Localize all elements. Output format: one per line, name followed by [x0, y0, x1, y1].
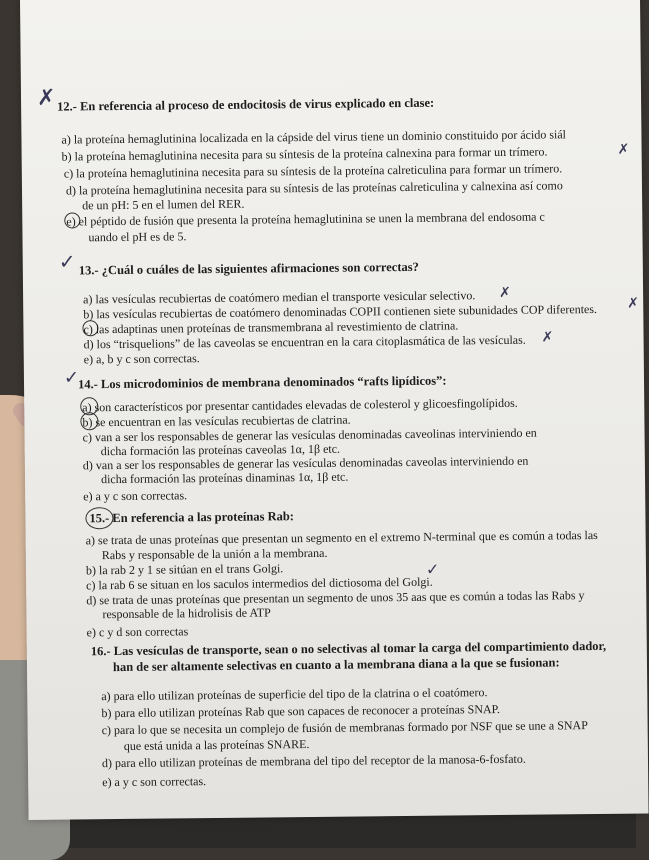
check-mark-icon: ✓	[425, 559, 440, 579]
question-14-title: 14.- Los microdominios de membrana denominados “rafts lipídicos”:	[77, 373, 447, 392]
q13-option-c: c) las adaptinas unen proteínas de transmembrana al revestimiento de clatrina.	[83, 318, 459, 337]
q14-option-c: c) van a ser los responsables de generar las vesículas denominadas caveolinas interviniendo en	[82, 425, 537, 445]
question-16-title-cont: han de ser altamente selectivas en cuanto a la membrana diana a la que se fusionan:	[112, 655, 560, 675]
q16-option-a: a) para ello utilizan proteínas de superficie del tipo de la clatrina o el coatómero.	[101, 685, 488, 704]
q16-option-c: c) para lo que se necesita un complejo de fusión de membranas formado por NSF que se une a SNAP	[101, 718, 588, 738]
q13-option-b: b) las vesículas recubiertas de coatómero denominadas COPII contienen siete subunidades COP diferentes.	[83, 301, 598, 322]
question-16-title: 16.- Las vesículas de transporte, sean o no selectivas al tomar la carga del compartimiento dador,	[90, 638, 607, 659]
q15-option-e: e) c y d son correctas	[86, 624, 189, 640]
q14-option-b: b) se encuentran en las vesículas recubiertas de clatrina.	[82, 412, 351, 430]
q12-option-d-cont: de un pH: 5 en el lumen del RER.	[82, 196, 245, 213]
x-mark-icon: ✗	[617, 141, 630, 158]
check-mark-icon: ✓	[63, 367, 80, 389]
x-mark-icon: ✗	[36, 85, 56, 111]
q14-option-a: a) son característicos por presentar cantidades elevadas de colesterol y glicoesfingolípidos.	[82, 395, 518, 415]
q16-option-b: b) para ello utilizan proteínas Rab que son capaces de reconocer a proteínas SNAP.	[101, 702, 501, 721]
q12-option-b: b) la proteína hemaglutinina necesita para su síntesis de la proteína calnexina para formar un trímero.	[61, 144, 548, 164]
q14-option-d-cont: dicha formación las proteínas dinaminas 1α, 1β etc.	[100, 469, 349, 487]
q15-option-a-cont: Rabs y responsable de la unión a la membrana.	[101, 545, 328, 563]
q14-option-d: d) van a ser los responsables de generar las vesículas denominadas caveolas interviniendo en	[82, 453, 529, 473]
q14-option-e: e) a y c son correctas.	[83, 488, 188, 504]
check-mark-icon: ✓	[58, 249, 76, 274]
q12-option-c: c) la proteína hemaglutinina necesita para su síntesis de la proteína calreticulina para formar un trímero.	[63, 161, 563, 181]
question-15-title: 15.- En referencia a las proteínas Rab:	[89, 509, 295, 526]
q14-option-c-cont: dicha formación las proteínas caveolas 1α, 1β etc.	[100, 441, 341, 459]
q12-option-e-cont: uando el pH es de 5.	[88, 229, 187, 245]
q15-option-a: a) se trata de unas proteínas que presentan un segmento en el extremo N-terminal que es común a todas las	[85, 527, 598, 548]
q13-option-a: a) las vesículas recubiertas de coatómero median el transporte vesicular selectivo.	[83, 288, 476, 307]
question-12-title: 12.- En referencia al proceso de endocitosis de virus explicado en clase:	[57, 95, 435, 114]
q15-option-d: d) se trata de unas proteínas que presentan un segmento de unos 35 aas que es común a todas las Rabs y	[86, 588, 585, 608]
q15-option-d-cont: responsable de la hidrolisis de ATP	[102, 605, 271, 622]
q13-option-e: e) a, b y c son correctas.	[83, 351, 200, 367]
question-13-title: 13.- ¿Cuál o cuáles de las siguientes afirmaciones son correctas?	[78, 259, 419, 278]
x-mark-icon: ✗	[627, 295, 640, 312]
q15-option-c: c) la rab 6 se situan en los saculos intermedios del dictiosoma del Golgi.	[86, 574, 433, 593]
q16-option-d: d) para ello utilizan proteínas de membrana del tipo del receptor de la manosa-6-fosfato.	[101, 751, 526, 771]
q16-option-c-cont: que está unida a las proteínas SNARE.	[123, 737, 310, 753]
q12-option-d: d) la proteína hemaglutinina necesita para su síntesis de las proteínas calreticulina y calnexina así como	[65, 178, 563, 198]
x-mark-icon: ✗	[541, 329, 554, 346]
q12-option-a: a) la proteína hemaglutinina localizada en la cápside del virus tiene un dominio constituido por ácido siál	[61, 127, 567, 147]
exam-sheet	[20, 0, 649, 820]
q12-option-e: e) el péptido de fusión que presenta la proteína hemaglutinina se unen la membrana del endosoma c	[66, 209, 545, 229]
q15-option-b: b) la rab 2 y 1 se sitúan en el trans Golgi.	[85, 561, 284, 578]
q13-option-d: d) los “trisquelions” de las caveolas se encuentran en la cara citoplasmática de las vesículas.	[83, 332, 526, 352]
x-mark-icon: ✗	[499, 284, 511, 301]
q16-option-e: e) a y c son correctas.	[102, 774, 207, 790]
